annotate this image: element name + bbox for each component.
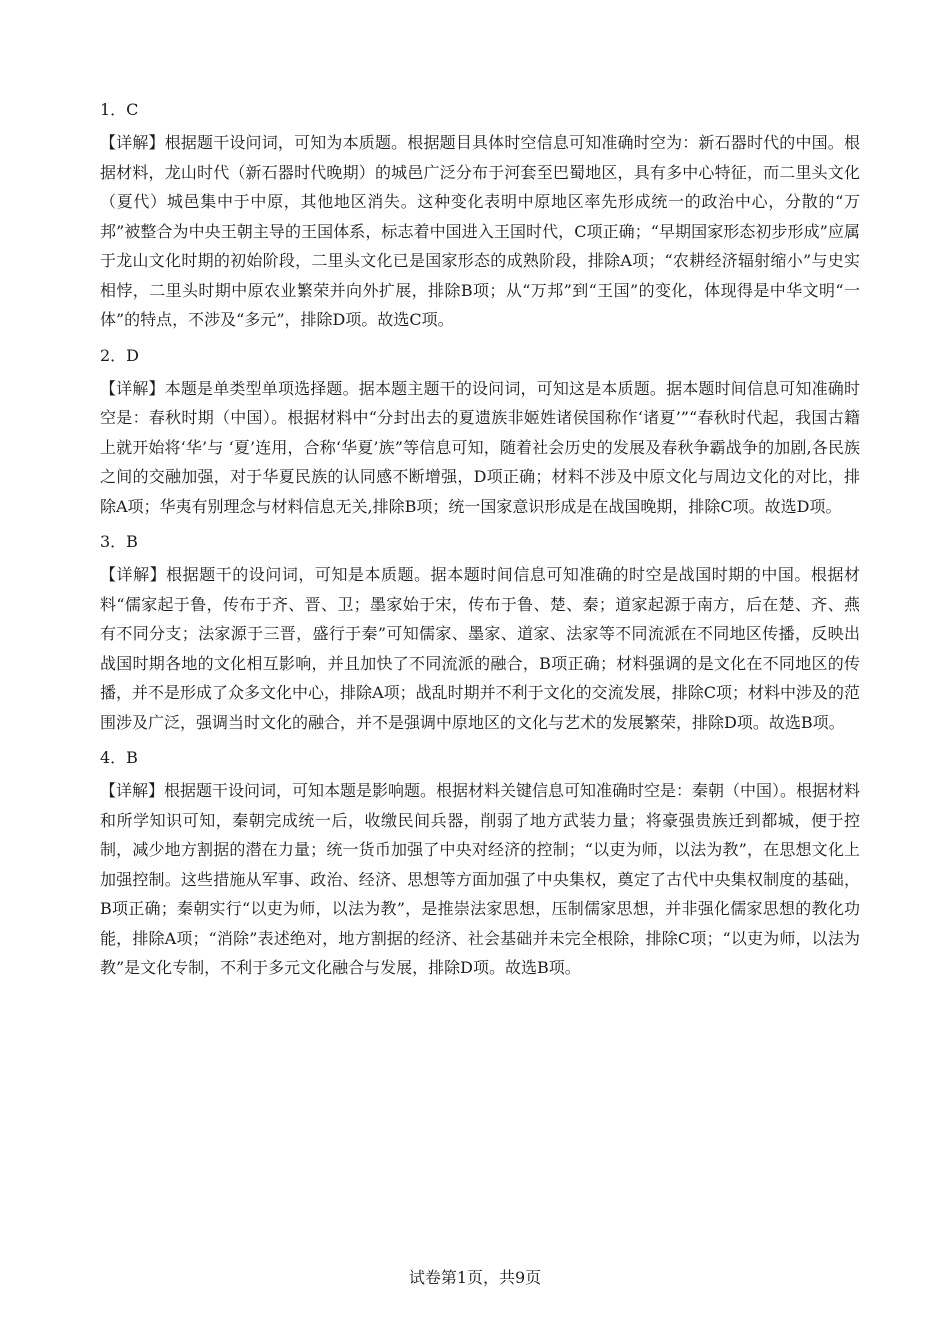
question-4-answer: 4．B [100,748,138,767]
answer-list [100,98,860,992]
question-1-explanation: 【详解】根据题干设问词，可知为本质题。根据题目具体时空信息可知准确时空为：新石器时代的中国。根据材料，龙山时代（新石器时代晚期）的城邑广泛分布于河套至巴蜀地区，具有多中心特征，而二里头文化（夏代）城邑集中于中原，其他地区消失。这种变化表明中原地区率先形成统一的政治中心，分散的“万邦”被整合为中央王朝主导的王国体系，标志着中国进入王国时代，C项正确；“早期国家形态初步形成”应属于龙山文化时期的初始阶段，二里头文化已是国家形态的成熟阶段，排除A项；“农耕经济辐射缩小”与史实相悖，二里头时期中原农业繁荣并向外扩展，排除B项；从“万邦”到“王国”的变化，体现得是中华文明“一体”的特点，不涉及“多元”，排除D项。故选C项。 [100,133,860,329]
question-3-answer: 3．B [100,532,138,551]
page-footer: 试卷第1页，共9页 [408,1268,542,1287]
question-4-explanation: 【详解】根据题干设问词，可知本题是影响题。根据材料关键信息可知准确时空是：秦朝（中国）。根据材料和所学知识可知，秦朝完成统一后，收缴民间兵器，削弱了地方武装力量；将豪强贵族迁到都城，便于控制，减少地方割据的潜在力量；统一货币加强了中央对经济的控制；“以吏为师，以法为教”，在思想文化上加强控制。这些措施从军事、政治、经济、思想等方面加强了中央集权，奠定了古代中央集权制度的基础，B项正确；秦朝实行“以吏为师，以法为教”，是推崇法家思想，压制儒家思想，并非强化儒家思想的教化功能，排除A项；“消除”表述绝对，地方割据的经济、社会基础并未完全根除，排除C项；“以吏为师，以法为教”是文化专制，不利于多元文化融合与发展，排除D项。故选B项。 [100,781,861,977]
question-3-explanation: 【详解】根据题干的设问词，可知是本质题。据本题时间信息可知准确的时空是战国时期的中国。根据材料“儒家起于鲁，传布于齐、晋、卫；墨家始于宋，传布于鲁、楚、秦；道家起源于南方，后在楚、齐、燕有不同分支；法家源于三晋，盛行于秦”可知儒家、墨家、道家、法家等不同流派在不同地区传播，反映出战国时期各地的文化相互影响，并且加快了不同流派的融合，B项正确；材料强调的是文化在不同地区的传播，并不是形成了众多文化中心，排除A项；战乱时期并不利于文化的交流发展，排除C项；材料中涉及的范围涉及广泛，强调当时文化的融合，并不是强调中原地区的文化与艺术的发展繁荣，排除D项。故选B项。 [100,565,860,732]
question-1-answer: 1．C [100,100,139,119]
question-2-answer: 2．D [100,345,140,365]
question-2-explanation: 【详解】本题是单类型单项选择题。据本题主题干的设问词，可知这是本质题。据本题时间信息可知准确时空是：春秋时期（中国）。根据材料中“分封出去的夏遗族非姬姓诸侯国称作‘诸夏’”“春秋时代起，我国古籍上就开始将‘华’与 ‘夏’连用，合称‘华夏’族”等信息可知，随着社会历史的发展及春秋争霸战争的加剧,各民族之间的交融加强，对于华夏民族的认同感不断增强，D项正确；材料不涉及中原文化与周边文化的对比，排除A项；华夷有别理念与材料信息无关,排除B项；统一国家意识形成是在战国晚期，排除C项。故选D项。 [100,378,860,516]
